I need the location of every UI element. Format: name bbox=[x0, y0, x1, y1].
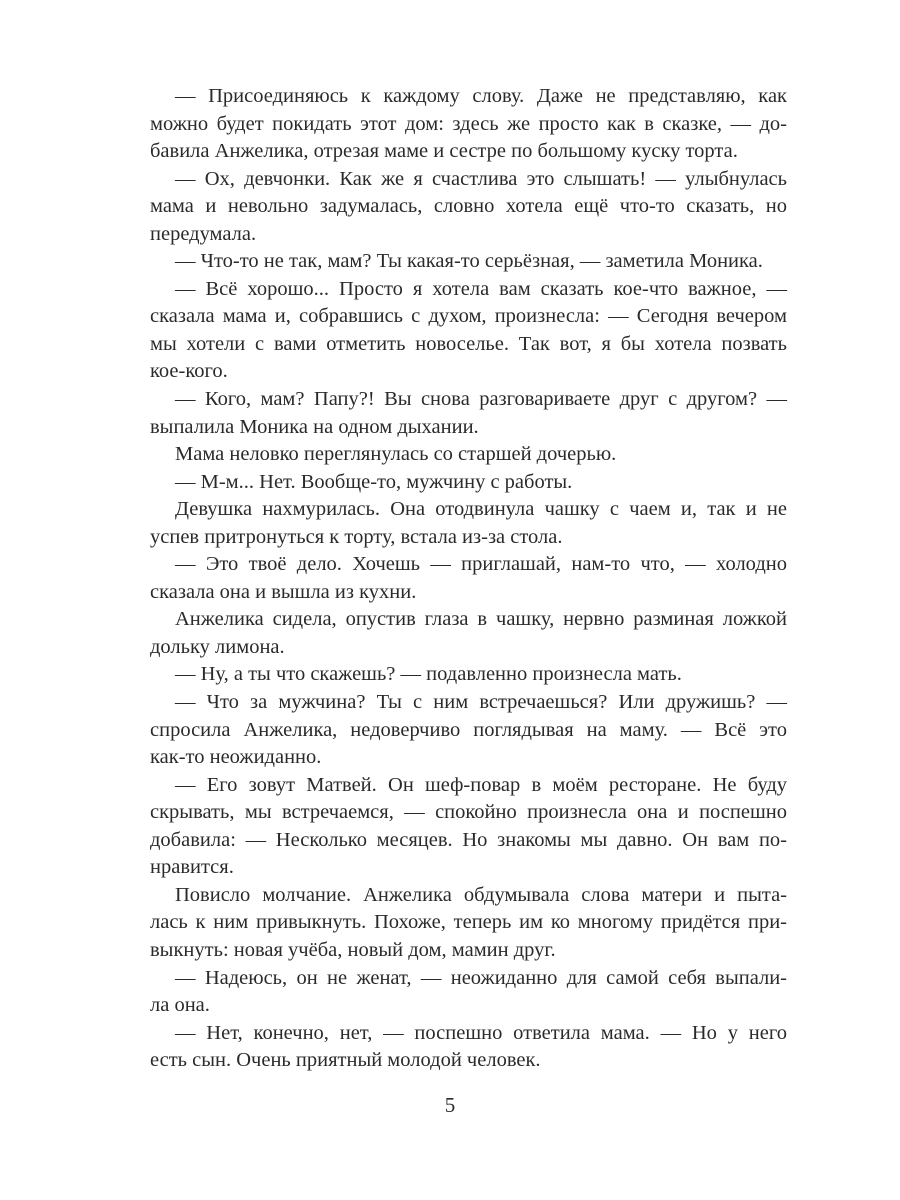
paragraph bbox=[150, 882, 787, 965]
text-line: — Присоединяюсь к каждому слову. Даже не представляю, как bbox=[175, 85, 787, 107]
text-line: передумала. bbox=[150, 222, 257, 245]
text-line: выкнуть: новая учёба, новый дом, мамин друг. bbox=[150, 938, 556, 961]
text-line: Мама неловко переглянулась со старшей дочерью. bbox=[175, 443, 617, 466]
text-line: — Кого, мам? Папу?! Вы снова разговариваете друг с другом? — bbox=[175, 388, 787, 411]
paragraph bbox=[150, 386, 787, 441]
page-number: 5 bbox=[444, 1093, 456, 1117]
paragraph bbox=[150, 551, 787, 606]
paragraph bbox=[150, 496, 787, 551]
paragraph bbox=[150, 606, 787, 661]
page-body bbox=[150, 83, 787, 1075]
text-line: ла она. bbox=[150, 994, 210, 1017]
text-line: успев притронуться к торту, встала из-за стола. bbox=[150, 525, 563, 548]
paragraph bbox=[150, 661, 787, 689]
text-line: как-то неожиданно. bbox=[150, 746, 322, 769]
text-line: мама и невольно задумалась, словно хотела ещё что-то сказать, но bbox=[150, 195, 787, 218]
paragraph bbox=[150, 965, 787, 1020]
paragraph bbox=[150, 276, 787, 386]
text-line: сказала она и вышла из кухни. bbox=[150, 580, 417, 603]
paragraph bbox=[150, 83, 787, 166]
paragraph bbox=[150, 1020, 787, 1075]
paragraph bbox=[150, 772, 787, 882]
text-line: выпалила Моника на одном дыхании. bbox=[150, 415, 479, 438]
text-line: лась к ним привыкнуть. Похоже, теперь им ко многому придётся при- bbox=[150, 911, 787, 934]
paragraph bbox=[150, 248, 787, 276]
text-line: — Ох, девчонки. Как же я счастлива это слышать! — улыбнулась bbox=[175, 167, 787, 190]
text-line: мы хотели с вами отметить новоселье. Так вот, я бы хотела позвать bbox=[150, 332, 787, 355]
text-line: — Что за мужчина? Ты с ним встречаешься? Или дружишь? — bbox=[175, 691, 787, 714]
text-line: кое-кого. bbox=[150, 360, 228, 383]
text-line: есть сын. Очень приятный молодой человек. bbox=[150, 1049, 541, 1072]
text-line: добавила: — Несколько месяцев. Но знакомы мы давно. Он вам по- bbox=[150, 828, 787, 851]
text-line: Девушка нахмурилась. Она отодвинула чашку с чаем и, так и не bbox=[175, 498, 787, 521]
text-line: — Это твоё дело. Хочешь — приглашай, нам-то что, — холодно bbox=[175, 553, 787, 576]
text-line: — Ну, а ты что скажешь? — подавленно произнесла мать. bbox=[175, 663, 682, 686]
paragraph bbox=[150, 441, 787, 469]
text-line: — Его зовут Матвей. Он шеф-повар в моём ресторане. Не буду bbox=[175, 773, 787, 796]
text-line: — Надеюсь, он не женат, — неожиданно для самой себя выпали- bbox=[175, 966, 787, 989]
text-line: Анжелика сидела, опустив глаза в чашку, нервно разминая ложкой bbox=[175, 608, 787, 631]
text-line: — М-м... Нет. Вообще-то, мужчину с работы. bbox=[175, 470, 573, 493]
text-line: спросила Анжелика, недоверчиво поглядывая на маму. — Всё это bbox=[150, 718, 787, 741]
text-line: скрывать, мы встречаемся, — спокойно произнесла она и поспешно bbox=[150, 801, 787, 824]
text-line: бавила Анжелика, отрезая маме и сестре по большому куску торта. bbox=[150, 140, 738, 163]
paragraph bbox=[150, 469, 787, 497]
text-line: — Что-то не так, мам? Ты какая-то серьёзная, — заметила Моника. bbox=[175, 250, 763, 273]
paragraph bbox=[150, 166, 787, 249]
text-line: — Нет, конечно, нет, — поспешно ответила мама. — Но у него bbox=[175, 1021, 787, 1044]
text-line: дольку лимона. bbox=[150, 635, 285, 658]
text-line: нравится. bbox=[150, 856, 234, 879]
paragraph bbox=[150, 689, 787, 772]
text-line: — Всё хорошо... Просто я хотела вам сказать кое-что важное, — bbox=[175, 277, 787, 300]
text-line: Повисло молчание. Анжелика обдумывала слова матери и пыта- bbox=[175, 883, 787, 906]
text-line: можно будет покидать этот дом: здесь же просто как в сказке, — до- bbox=[150, 112, 787, 135]
text-line: сказала мама и, собравшись с духом, произнесла: — Сегодня вечером bbox=[150, 305, 787, 328]
